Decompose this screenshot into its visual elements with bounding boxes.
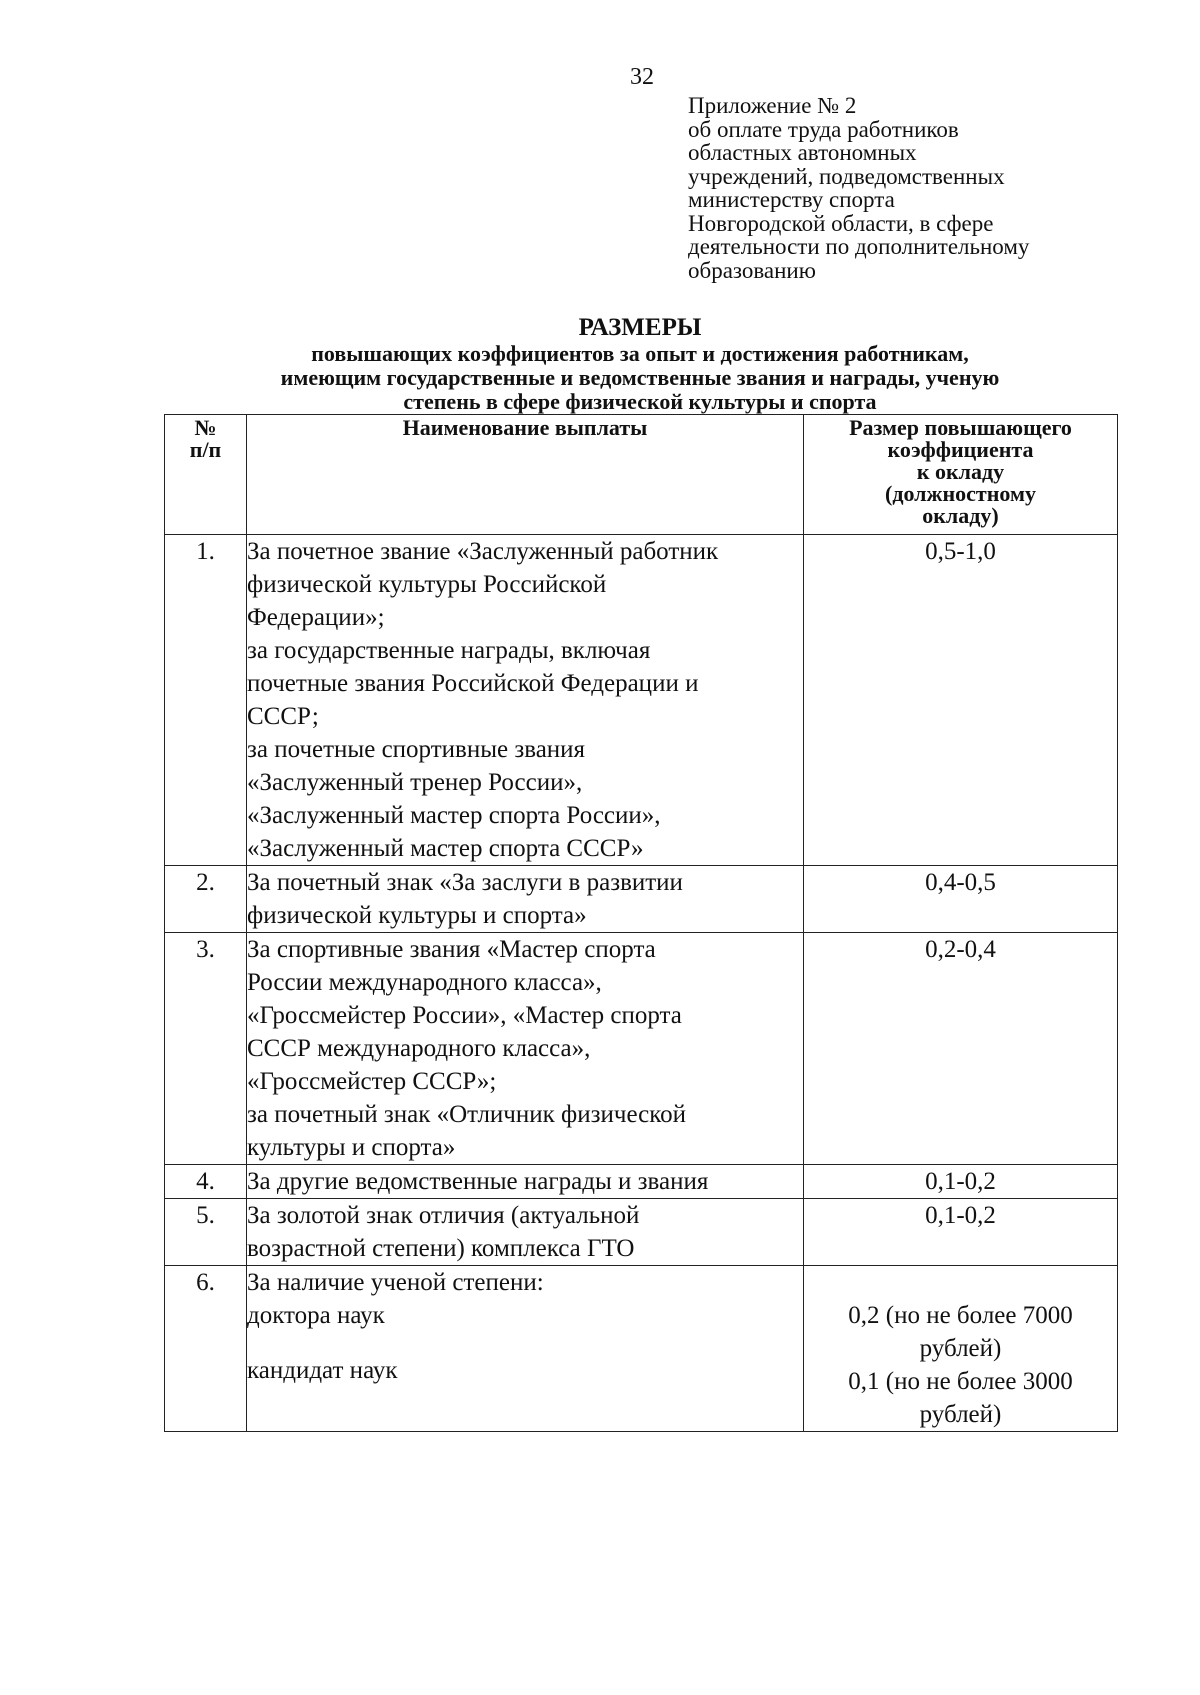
row-name-line: «Заслуженный мастер спорта СССР»: [247, 835, 644, 862]
row-number: 4.: [165, 1165, 247, 1199]
row-value: 0,1-0,2: [804, 1165, 1118, 1199]
row-name: [247, 535, 804, 866]
table-row: [165, 1165, 1118, 1199]
row-name-line: За почетное звание «Заслуженный работник: [247, 538, 719, 565]
row-subitem-value: рублей): [919, 1401, 1002, 1428]
row-name-line: возрастной степени) комплекса ГТО: [247, 1235, 635, 1262]
row-value: [804, 1266, 1118, 1432]
table-row: [165, 933, 1118, 1165]
header-value: [804, 415, 1118, 535]
row-subitem-value: 0,2 (но не более 7000: [848, 1302, 1073, 1329]
appendix-line: Приложение № 2: [688, 93, 857, 118]
row-value: 0,4-0,5: [804, 866, 1118, 933]
row-name-line: За почетный знак «За заслуги в развитии: [247, 869, 683, 896]
row-name-line: «Гроссмейстер СССР»;: [247, 1068, 497, 1095]
header-value-line: (должностному: [885, 481, 1036, 506]
table-row: [165, 866, 1118, 933]
coefficients-table: [164, 414, 1118, 1432]
header-value-line: коэффициента: [887, 437, 1034, 462]
row-name: [247, 1165, 804, 1199]
table-row: [165, 1266, 1118, 1432]
appendix-line: об оплате труда работников: [688, 116, 959, 142]
appendix-block: [688, 94, 1168, 282]
title-line: повышающих коэффициентов за опыт и достижения работникам,: [311, 341, 969, 366]
table-row: [165, 535, 1118, 866]
row-name-line: СССР международного класса»,: [247, 1035, 591, 1062]
row-name-line: «Заслуженный мастер спорта России»,: [247, 802, 661, 829]
table-header-row: [165, 415, 1118, 535]
row-name-line: «Заслуженный тренер России»,: [247, 769, 583, 796]
header-number: [165, 415, 247, 535]
title-line: имеющим государственные и ведомственные звания и награды, ученую: [280, 365, 1000, 390]
row-name-line: За другие ведомственные награды и звания: [247, 1168, 709, 1195]
header-number-line: п/п: [189, 437, 222, 462]
row-subitem-value: 0,1 (но не более 3000: [848, 1368, 1073, 1395]
appendix-line: учреждений, подведомственных: [688, 163, 1005, 189]
row-name-line: за почетные спортивные звания: [247, 736, 586, 763]
row-number: 1.: [165, 535, 247, 866]
row-number: 5.: [165, 1199, 247, 1266]
table-row: [165, 1199, 1118, 1266]
header-value-line: окладу): [922, 503, 999, 528]
row-number: 6.: [165, 1266, 247, 1432]
title-line: степень в сфере физической культуры и спорта: [403, 389, 877, 414]
appendix-line: министерству спорта: [688, 187, 895, 212]
row-subitem-name: доктора наук: [247, 1302, 385, 1329]
appendix-line: деятельности по дополнительному: [688, 234, 1030, 259]
row-value: 0,1-0,2: [804, 1199, 1118, 1266]
row-name-line: За наличие ученой степени:: [247, 1269, 544, 1296]
row-subitem-value: рублей): [919, 1335, 1002, 1362]
row-name-line: Федерации»;: [247, 604, 385, 631]
row-name-line: За золотой знак отличия (актуальной: [247, 1202, 640, 1229]
header-value-line: к окладу: [916, 459, 1005, 484]
document-title: [150, 314, 1130, 414]
header-number-line: №: [194, 415, 217, 440]
row-name-line: России международного класса»,: [247, 969, 602, 996]
row-name-line: СССР;: [247, 703, 319, 730]
row-spacer: [804, 1266, 1117, 1299]
page-number: 32: [630, 64, 654, 90]
appendix-line: областных автономных: [688, 140, 917, 165]
row-name-line: физической культуры Российской: [247, 571, 607, 598]
row-name-line: За спортивные звания «Мастер спорта: [247, 936, 656, 963]
row-number: 3.: [165, 933, 247, 1165]
appendix-line: образованию: [688, 257, 816, 283]
row-subitem-name: кандидат наук: [247, 1357, 398, 1384]
row-spacer: [247, 1387, 803, 1409]
row-name-line: культуры и спорта»: [247, 1134, 456, 1161]
title-main: РАЗМЕРЫ: [578, 314, 702, 341]
row-name: [247, 1266, 804, 1432]
header-value-line: Размер повышающего: [849, 415, 1072, 440]
row-value: 0,2-0,4: [804, 933, 1118, 1165]
header-name: Наименование выплаты: [247, 415, 804, 535]
row-name: [247, 933, 804, 1165]
row-name-line: за почетный знак «Отличник физической: [247, 1101, 687, 1128]
row-name-line: за государственные награды, включая: [247, 637, 651, 664]
row-name: [247, 1199, 804, 1266]
appendix-line: Новгородской области, в сфере: [688, 210, 994, 236]
row-name: [247, 866, 804, 933]
row-name-line: «Гроссмейстер России», «Мастер спорта: [247, 1002, 682, 1029]
row-name-line: физической культуры и спорта»: [247, 902, 587, 929]
row-spacer: [247, 1332, 803, 1354]
row-number: 2.: [165, 866, 247, 933]
row-name-line: почетные звания Российской Федерации и: [247, 670, 699, 697]
row-value: 0,5-1,0: [804, 535, 1118, 866]
